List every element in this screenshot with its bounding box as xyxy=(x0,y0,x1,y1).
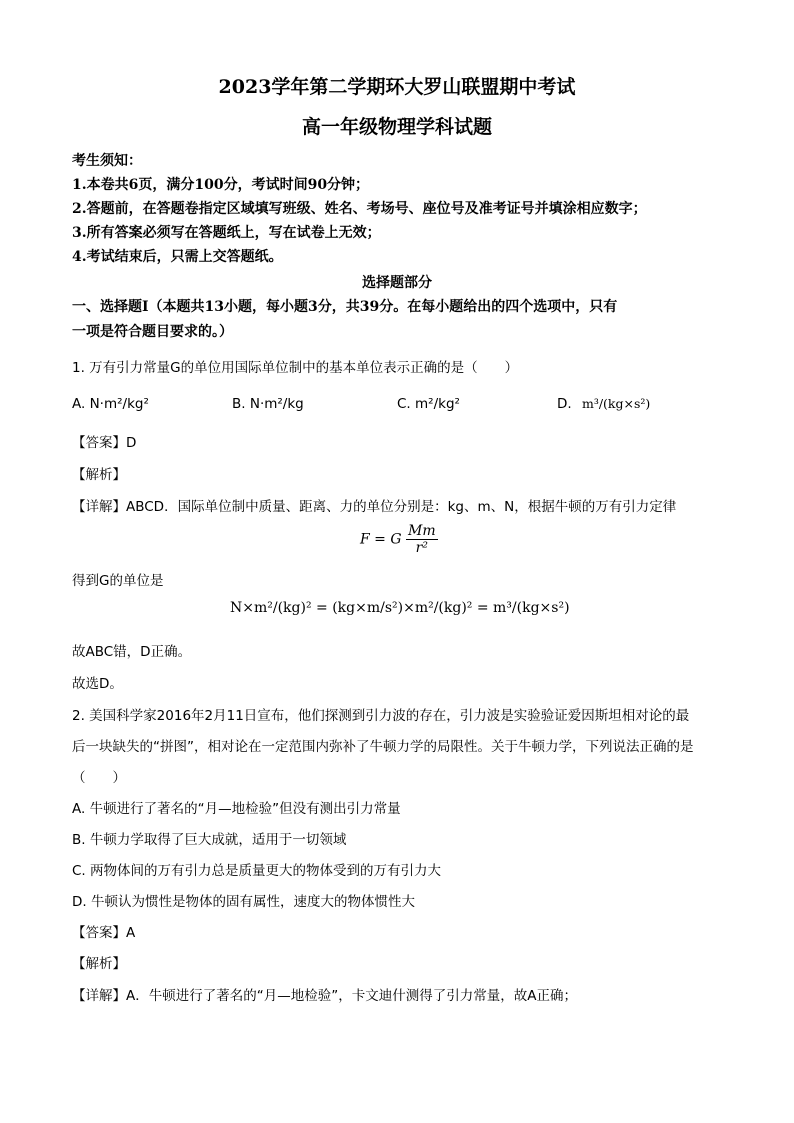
q1-option-c: C. m²/kg² xyxy=(397,396,460,412)
q2-option-c: C. 两物体间的万有引力总是质量更大的物体受到的万有引力大 xyxy=(72,863,442,879)
q1-conclusion: 故ABC错，D正确。 xyxy=(72,644,192,660)
notice-item-3: 3.所有答案必须写在答题纸上，写在试卷上无效； xyxy=(72,225,381,241)
q1-stem: 1. 万有引力常量G的单位用国际单位制中的基本单位表示正确的是（ ） xyxy=(72,360,519,376)
q2-stem-line-1: 2. 美国科学家2016年2月11日宣布，他们探测到引力波的存在，引力波是实验验证爱因斯坦相对论的最 xyxy=(72,708,690,724)
q1-answer: 【答案】D xyxy=(72,435,137,451)
exam-title: 2023学年第二学期环大罗山联盟期中考试 xyxy=(218,76,576,98)
formula-numerator: Mm xyxy=(407,523,436,539)
q2-option-d: D. 牛顿认为惯性是物体的固有属性，速度大的物体惯性大 xyxy=(72,894,415,910)
exam-subtitle: 高一年级物理学科试题 xyxy=(301,116,492,138)
section-part-label: 选择题部分 xyxy=(362,275,432,291)
formula-lhs: F = G xyxy=(360,531,402,548)
unit-derivation-formula: N×m²/(kg)² = (kg×m/s²)×m²/(kg)² = m³/(kg×s²) xyxy=(230,600,570,616)
notice-item-4: 4.考试结束后，只需上交答题纸。 xyxy=(72,249,283,265)
q1-option-d xyxy=(557,396,650,412)
section-instructions-line-1: 一、选择题Ⅰ（本题共13小题，每小题3分，共39分。在每小题给出的四个选项中，只有 xyxy=(72,299,618,315)
q1-analysis-label: 【解析】 xyxy=(72,467,126,483)
gravitation-formula xyxy=(360,523,438,556)
q2-answer: 【答案】A xyxy=(72,925,136,941)
notice-heading: 考生须知： xyxy=(72,153,142,169)
q2-option-a: A. 牛顿进行了著名的“月—地检验”但没有测出引力常量 xyxy=(72,801,401,817)
q1-option-d-value: m³/(kg×s²) xyxy=(581,396,651,411)
q1-detail: 【详解】ABCD．国际单位制中质量、距离、力的单位分别是：kg、m、N，根据牛顿的万有引力定律 xyxy=(72,499,677,515)
q1-unit-intro: 得到G的单位是 xyxy=(72,573,164,589)
formula-denominator: r² xyxy=(415,540,428,556)
q2-detail: 【详解】A．牛顿进行了著名的“月—地检验”，卡文迪什测得了引力常量，故A正确； xyxy=(72,988,577,1004)
formula-fraction xyxy=(406,523,438,556)
q1-choice: 故选D。 xyxy=(72,676,123,692)
notice-item-2: 2.答题前，在答题卷指定区域填写班级、姓名、考场号、座位号及准考证号并填涂相应数字； xyxy=(72,201,647,217)
q1-option-d-label: D. xyxy=(557,396,572,412)
section-instructions-line-2: 一项是符合题目要求的。） xyxy=(72,324,233,340)
q1-option-a: A. N·m²/kg² xyxy=(72,396,149,412)
q2-stem-line-2: 后一块缺失的“拼图”，相对论在一定范围内弥补了牛顿力学的局限性。关于牛顿力学，下列说法正确的是 xyxy=(72,739,694,755)
notice-item-1: 1.本卷共6页，满分100分，考试时间90分钟； xyxy=(72,177,370,193)
q2-stem-line-3: （ ） xyxy=(72,770,126,786)
q2-analysis-label: 【解析】 xyxy=(72,956,126,972)
q2-option-b: B. 牛顿力学取得了巨大成就，适用于一切领域 xyxy=(72,832,347,848)
q1-option-b: B. N·m²/kg xyxy=(232,396,304,412)
